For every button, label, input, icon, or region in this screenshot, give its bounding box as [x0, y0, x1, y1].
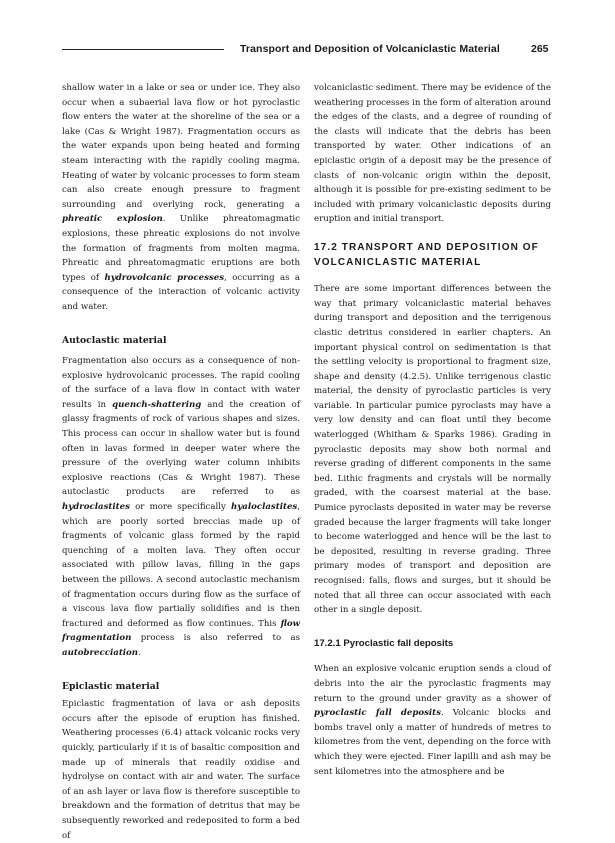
left-column [62, 81, 300, 843]
body-paragraph [62, 81, 300, 315]
text-run: Fragmentation also occurs as a consequence of non-explosive hydrovolcanic processes. The rapid cooling of the surface of a lava flow in contact with water results in [62, 356, 300, 410]
page-number: 265 [531, 43, 549, 55]
text-run: , which are poorly sorted breccias made up of fragments of volcanic glass formed by the rapid quenching of a molten lava. They often occur associated with pillow lavas, filling in the gaps between the pillows. A second autoclastic mechanism of fragmentation occurs during flow as the surface of a viscous lava flow partially solidifies and is then fractured and deformed as flow continues. This [62, 502, 300, 629]
key-term: hyaloclastites [231, 502, 298, 513]
text-run: . Unlike phreatomagmatic explosions, these phreatic explosions do not involve the formation of fragments from molten magma. Phreatic and phreatomagmatic eruptions are both types of [62, 214, 300, 283]
key-term: pyroclastic fall deposits [314, 708, 441, 719]
text-run: or more specifically [129, 502, 232, 513]
text-run: and the creation of glassy fragments of rock of various shapes and sizes. This process can occur in shallow water but is found often in lavas formed in deeper water where the pressure of the overlying water column inhibits explosive reactions (Cas & Wright 1987). These autoclastic products are referred to as [62, 399, 301, 498]
text-run: Epiclastic fragmentation of lava or ash deposits occurs after the episode of eruption has finished. Weathering processes (6.4) attack volcanic rocks very quickly, particularly if it is of basaltic composition and made up of minerals that readily oxidise and hydrolyse on contact with air and water. The surface of an ash layer or lava flow is therefore susceptible to breakdown and the formation of detritus that may be subsequently reworked and redeposited to form a bed of [62, 699, 300, 841]
running-header-title: Transport and Deposition of Volcaniclastic Material [240, 43, 500, 55]
section-heading: 17.2 TRANSPORT AND DEPOSITION OF VOLCANICLASTIC MATERIAL [314, 241, 539, 268]
key-term: autobrecciation [62, 647, 139, 658]
body-paragraph [314, 282, 551, 618]
right-column [314, 81, 551, 779]
text-run: , occurring as a consequence of the interaction of volcanic activity and water. [62, 272, 301, 312]
body-paragraph [62, 697, 300, 843]
text-run: process is also referred to as [131, 633, 300, 644]
text-run: volcaniclastic sediment. There may be evidence of the weathering processes in the form of alteration around the edges of the clasts, and a degree of rounding of the clasts will indicate that the debris has been transported by water. Other indications of an epiclastic origin of a deposit may be the presence of clasts of non-volcanic origin within the deposit, although it is possible for pre-existing sediment to be included with primary volcaniclastic deposits during eruption and initial transport. [314, 83, 551, 225]
key-term: flow fragmentation [62, 618, 300, 644]
subheading-autoclastic: Autoclastic material [62, 334, 167, 346]
text-run: . [138, 647, 141, 658]
body-paragraph [62, 354, 300, 660]
text-run: shallow water in a lake or sea or under ice. They also occur when a subaerial lava flow or hot pyroclastic flow enters the water at the shoreline of the sea or a lake (Cas & Wright 1987). Fragmentation occurs as the water expands upon being heated and forming steam interacting with the rapidly cooling magma. Heating of water by volcanic processes to form steam can also create enough pressure to fragment surrounding and overlying rock, generating a [62, 83, 300, 210]
key-term: hydrovolcanic processes [104, 272, 225, 283]
header-rule [62, 49, 224, 50]
key-term: hydroclastites [62, 502, 130, 513]
key-term: phreatic explosion [62, 214, 163, 225]
text-run: . Volcanic blocks and bombs travel only a matter of hundreds of metres to kilometres from the vent, depending on the force with which they were ejected. Finer lapilli and ash may be sent kilometres into the atmosphere and be [314, 708, 551, 777]
text-run: There are some important differences between the way that primary volcaniclastic material behaves during transport and deposition and the terrigenous clastic detritus considered in earlier chapters. An important physical control on sedimentation is that the settling velocity is proportional to fragment size, shape and density (4.2.5). Unlike terrigenous clastic material, the density of pyroclastic particles is very variable. In particular pumice pyroclasts may have a very low density and can float until they become waterlogged (Whitham & Sparks 1986). Grading in pyroclastic deposits may show both normal and reverse grading of different components in the same bed. Lithic fragments and crystals will be normally graded, with the coarsest material at the base. Pumice pyroclasts deposited in water may be reverse graded because the larger fragments will take longer to become waterlogged and hence will be the last to be deposited, resulting in reverse grading. Three primary modes of transport and deposition are recognised: falls, flows and surges, but it should be noted that all three can occur associated with each other in a single deposit. [314, 284, 551, 616]
subsection-heading: 17.2.1 Pyroclastic fall deposits [314, 637, 454, 649]
text-run: When an explosive volcanic eruption sends a cloud of debris into the air the pyroclastic fragments may return to the ground under gravity as a shower of [314, 664, 551, 704]
key-term: quench-shattering [112, 399, 202, 410]
body-paragraph [314, 81, 551, 227]
subheading-epiclastic: Epiclastic material [62, 680, 160, 692]
body-paragraph [314, 662, 551, 779]
